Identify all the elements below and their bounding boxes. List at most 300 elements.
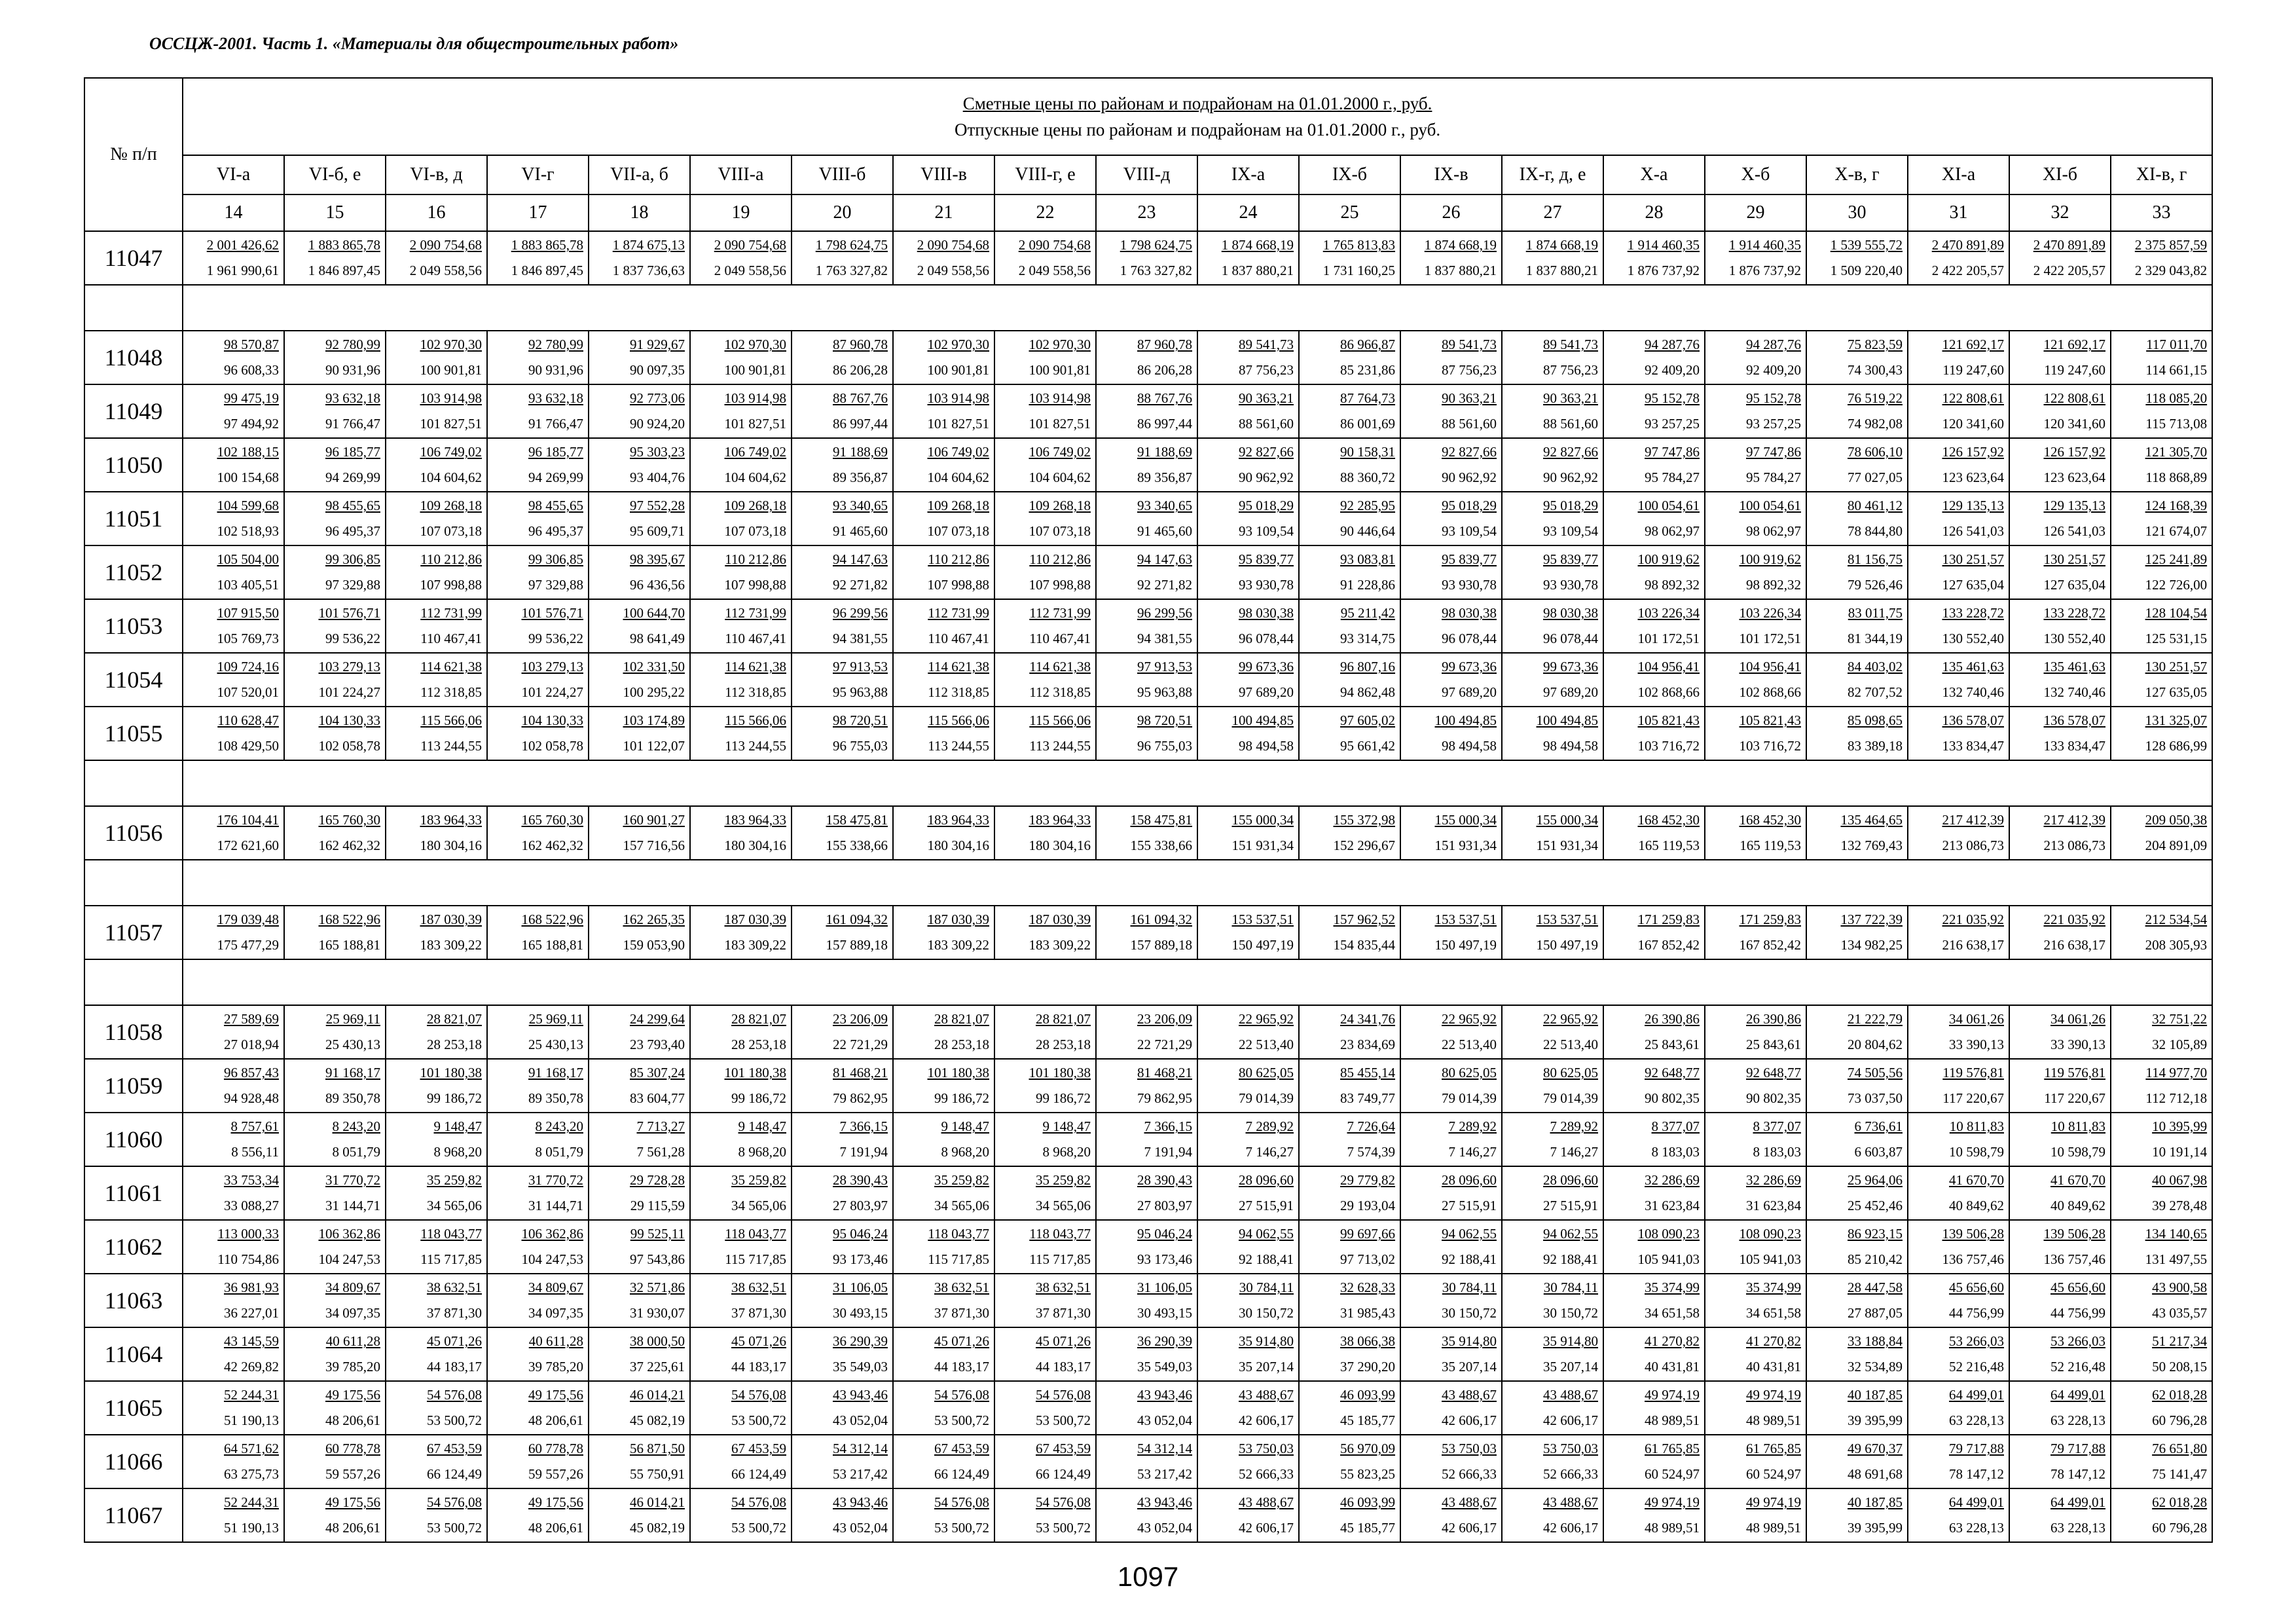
release-price: 78 844,80 (1848, 523, 1903, 539)
estimated-price: 99 673,36 (1239, 659, 1294, 674)
estimated-price: 106 362,86 (318, 1226, 380, 1242)
estimated-price: 118 085,20 (2145, 390, 2208, 406)
price-cell (1806, 1059, 1908, 1113)
price-cell (2111, 438, 2212, 492)
region-header: X-б (1705, 155, 1806, 194)
estimated-price: 22 965,92 (1442, 1011, 1497, 1027)
price-cell (994, 331, 1096, 384)
release-price: 97 689,20 (1239, 684, 1294, 700)
release-price: 8 556,11 (231, 1144, 279, 1160)
estimated-price: 165 760,30 (318, 812, 380, 828)
release-price: 99 536,22 (325, 631, 380, 646)
table-row (84, 707, 2212, 760)
release-price: 22 721,29 (1137, 1037, 1192, 1052)
release-price: 104 604,62 (724, 470, 786, 485)
price-cell (2111, 653, 2212, 707)
price-cell (589, 1381, 690, 1435)
price-cell (690, 906, 792, 959)
release-price: 165 188,81 (318, 937, 380, 953)
release-price: 44 183,17 (731, 1359, 786, 1375)
estimated-price: 40 611,28 (325, 1333, 380, 1349)
column-index: 33 (2111, 194, 2212, 231)
price-cell (487, 1488, 589, 1542)
estimated-price: 95 046,24 (833, 1226, 888, 1242)
estimated-price: 106 362,86 (521, 1226, 583, 1242)
estimated-price: 43 488,67 (1543, 1387, 1598, 1403)
table-row (84, 1274, 2212, 1327)
estimated-price: 95 152,78 (1746, 390, 1801, 406)
estimated-price: 101 576,71 (318, 605, 380, 621)
release-price: 22 513,40 (1239, 1037, 1294, 1052)
price-cell (2111, 1220, 2212, 1274)
price-cell (1400, 599, 1502, 653)
release-price: 37 871,30 (427, 1305, 482, 1321)
price-cell (893, 1005, 994, 1059)
estimated-price: 91 929,67 (630, 337, 685, 352)
release-price: 133 834,47 (1942, 738, 2004, 754)
price-cell (284, 707, 386, 760)
region-header: VIII-г, е (994, 155, 1096, 194)
release-price: 25 430,13 (528, 1037, 583, 1052)
estimated-price: 80 461,12 (1848, 498, 1903, 513)
item-code: 11058 (84, 1005, 183, 1059)
estimated-price: 101 180,38 (927, 1065, 989, 1080)
price-cell (386, 384, 487, 438)
price-cell (1908, 1166, 2009, 1220)
estimated-price: 41 670,70 (2050, 1172, 2105, 1188)
release-price: 42 606,17 (1239, 1520, 1294, 1536)
table-row (84, 1488, 2212, 1542)
release-price: 113 244,55 (420, 738, 482, 754)
price-cell (1299, 545, 1400, 599)
release-price: 1 876 737,92 (1627, 263, 1700, 278)
release-price: 34 097,35 (528, 1305, 583, 1321)
release-price: 107 073,18 (1029, 523, 1091, 539)
price-cell (994, 1059, 1096, 1113)
price-cell (792, 707, 893, 760)
table-row (84, 806, 2212, 860)
estimated-price: 34 061,26 (2050, 1011, 2105, 1027)
estimated-price: 46 014,21 (630, 1387, 685, 1403)
estimated-price: 52 244,31 (224, 1494, 279, 1510)
price-cell (2111, 1327, 2212, 1381)
price-cell (1705, 1220, 1806, 1274)
release-price: 36 227,01 (224, 1305, 279, 1321)
price-cell (1400, 1220, 1502, 1274)
estimated-price: 29 728,28 (630, 1172, 685, 1188)
price-cell (1502, 906, 1603, 959)
estimated-price: 94 287,76 (1746, 337, 1801, 352)
price-cell (893, 1435, 994, 1488)
estimated-price: 137 722,39 (1840, 912, 1903, 927)
estimated-price: 130 251,57 (2043, 551, 2105, 567)
estimated-price: 2 470 891,89 (1931, 237, 2004, 253)
estimated-price: 92 827,66 (1442, 444, 1497, 460)
column-index: 19 (690, 194, 792, 231)
table-row (84, 331, 2212, 384)
estimated-price: 2 375 857,59 (2134, 237, 2208, 253)
price-cell (1197, 1005, 1299, 1059)
release-price: 37 871,30 (1036, 1305, 1091, 1321)
estimated-price: 53 266,03 (1949, 1333, 2004, 1349)
estimated-price: 31 770,72 (325, 1172, 380, 1188)
price-cell (1603, 906, 1705, 959)
release-price: 79 862,95 (833, 1090, 888, 1106)
price-cell (1806, 231, 1908, 285)
estimated-price: 91 168,17 (528, 1065, 583, 1080)
price-cell (1705, 1005, 1806, 1059)
price-cell (1400, 1327, 1502, 1381)
release-price: 94 928,48 (224, 1090, 279, 1106)
release-price: 1 763 327,82 (815, 263, 888, 278)
release-price: 92 188,41 (1442, 1251, 1497, 1267)
release-price: 92 409,20 (1746, 362, 1801, 378)
release-price: 104 604,62 (1029, 470, 1091, 485)
price-cell (1705, 231, 1806, 285)
release-price: 39 395,99 (1848, 1412, 1903, 1428)
price-cell (1096, 653, 1197, 707)
estimated-price: 62 018,28 (2152, 1494, 2208, 1510)
estimated-price: 136 578,07 (1942, 712, 2004, 728)
release-price: 132 740,46 (1942, 684, 2004, 700)
estimated-price: 187 030,39 (927, 912, 989, 927)
estimated-price: 32 571,86 (630, 1280, 685, 1295)
price-cell (1400, 1166, 1502, 1220)
price-cell (284, 438, 386, 492)
release-price: 40 431,81 (1746, 1359, 1801, 1375)
price-cell (2009, 1059, 2111, 1113)
release-price: 100 295,22 (623, 684, 685, 700)
release-price: 102 868,66 (1739, 684, 1801, 700)
estimated-price: 80 625,05 (1543, 1065, 1598, 1080)
release-price: 131 497,55 (2145, 1251, 2208, 1267)
price-cell (284, 1327, 386, 1381)
estimated-price: 110 212,86 (928, 551, 989, 567)
release-price: 103 716,72 (1739, 738, 1801, 754)
release-price: 93 314,75 (1340, 631, 1395, 646)
price-cell (1502, 1059, 1603, 1113)
price-cell (792, 231, 893, 285)
price-cell (2111, 1166, 2212, 1220)
price-cell (2111, 1059, 2212, 1113)
table-body (84, 231, 2212, 1542)
price-cell (1908, 1113, 2009, 1166)
estimated-price: 90 363,21 (1442, 390, 1497, 406)
release-price: 89 356,87 (833, 470, 888, 485)
price-cell (2009, 384, 2111, 438)
price-cell (589, 384, 690, 438)
price-cell (1502, 1274, 1603, 1327)
price-cell (1502, 384, 1603, 438)
price-cell (2111, 1381, 2212, 1435)
estimated-price: 79 717,88 (2050, 1441, 2105, 1456)
estimated-price: 8 377,07 (1753, 1118, 1801, 1134)
release-price: 48 206,61 (325, 1412, 380, 1428)
estimated-price: 45 071,26 (731, 1333, 786, 1349)
price-cell (1603, 438, 1705, 492)
release-price: 101 172,51 (1739, 631, 1801, 646)
release-price: 183 309,22 (724, 937, 786, 953)
release-price: 35 207,14 (1543, 1359, 1598, 1375)
release-price: 48 989,51 (1746, 1520, 1801, 1536)
price-cell (690, 1381, 792, 1435)
price-cell (1096, 1381, 1197, 1435)
price-cell (1908, 599, 2009, 653)
release-price: 91 465,60 (1137, 523, 1192, 539)
estimated-price: 126 157,92 (1942, 444, 2004, 460)
release-price: 78 147,12 (1949, 1466, 2004, 1482)
price-cell (183, 1059, 284, 1113)
price-cell (1603, 492, 1705, 545)
estimated-price: 100 919,62 (1739, 551, 1801, 567)
estimated-price: 35 914,80 (1442, 1333, 1497, 1349)
release-price: 37 871,30 (731, 1305, 786, 1321)
estimated-price: 99 525,11 (630, 1226, 685, 1242)
price-cell (2009, 1488, 2111, 1542)
estimated-price: 102 331,50 (623, 659, 685, 674)
estimated-price: 97 747,86 (1746, 444, 1801, 460)
price-cell (1096, 1488, 1197, 1542)
release-price: 99 186,72 (934, 1090, 989, 1106)
table-row (84, 545, 2212, 599)
release-price: 175 477,29 (217, 937, 279, 953)
estimated-price: 117 011,70 (2146, 337, 2208, 352)
estimated-price: 8 377,07 (1651, 1118, 1700, 1134)
estimated-price: 45 656,60 (2050, 1280, 2105, 1295)
release-price: 8 051,79 (332, 1144, 380, 1160)
release-price: 151 931,34 (1536, 838, 1598, 853)
estimated-price: 88 767,76 (833, 390, 888, 406)
region-header: VI-а (183, 155, 284, 194)
column-index: 25 (1299, 194, 1400, 231)
price-cell (1806, 545, 1908, 599)
estimated-price: 2 090 754,68 (409, 237, 482, 253)
release-price: 29 115,59 (630, 1198, 685, 1213)
release-price: 30 493,15 (1137, 1305, 1192, 1321)
release-price: 81 344,19 (1848, 631, 1903, 646)
price-cell (386, 438, 487, 492)
release-price: 93 109,54 (1543, 523, 1598, 539)
estimated-price: 124 168,39 (2145, 498, 2208, 513)
price-cell (1806, 653, 1908, 707)
estimated-price: 28 390,43 (833, 1172, 888, 1188)
estimated-price: 109 268,18 (927, 498, 989, 513)
price-cell (2009, 1381, 2111, 1435)
estimated-price: 102 970,30 (927, 337, 989, 352)
price-cell (1908, 806, 2009, 860)
estimated-price: 92 780,99 (325, 337, 380, 352)
release-price: 100 901,81 (927, 362, 989, 378)
price-cell (1096, 1220, 1197, 1274)
price-cell (1705, 438, 1806, 492)
estimated-price: 40 611,28 (528, 1333, 583, 1349)
estimated-price: 80 625,05 (1239, 1065, 1294, 1080)
price-cell (1096, 707, 1197, 760)
release-price: 90 931,96 (325, 362, 380, 378)
region-header: X-в, г (1806, 155, 1908, 194)
estimated-price: 67 453,59 (731, 1441, 786, 1456)
release-price: 34 565,06 (934, 1198, 989, 1213)
estimated-price: 87 764,73 (1340, 390, 1395, 406)
table-row (84, 384, 2212, 438)
price-cell (1400, 1113, 1502, 1166)
estimated-price: 94 062,55 (1239, 1226, 1294, 1242)
release-price: 152 296,67 (1333, 838, 1395, 853)
price-cell (690, 1435, 792, 1488)
release-price: 100 154,68 (217, 470, 279, 485)
price-cell (792, 806, 893, 860)
price-cell (1908, 1059, 2009, 1113)
release-price: 98 892,32 (1645, 577, 1700, 593)
release-price: 123 623,64 (2043, 470, 2105, 485)
price-cell (284, 331, 386, 384)
release-price: 86 997,44 (1137, 416, 1192, 432)
estimated-price: 30 784,11 (1442, 1280, 1497, 1295)
item-code: 11059 (84, 1059, 183, 1113)
release-price: 119 247,60 (1942, 362, 2004, 378)
release-price: 78 147,12 (2050, 1466, 2105, 1482)
release-price: 23 793,40 (630, 1037, 685, 1052)
estimated-price: 100 919,62 (1637, 551, 1700, 567)
estimated-price: 31 106,05 (1137, 1280, 1192, 1295)
price-cell (1908, 906, 2009, 959)
price-cell (792, 1274, 893, 1327)
release-price: 92 271,82 (1137, 577, 1192, 593)
release-price: 86 001,69 (1340, 416, 1395, 432)
release-price: 60 524,97 (1746, 1466, 1801, 1482)
estimated-price: 106 749,02 (1029, 444, 1091, 460)
release-price: 96 495,37 (325, 523, 380, 539)
price-cell (1603, 1113, 1705, 1166)
price-cell (1705, 1488, 1806, 1542)
price-cell (2009, 1113, 2111, 1166)
price-cell (386, 599, 487, 653)
price-cell (487, 231, 589, 285)
price-cell (487, 384, 589, 438)
estimated-price: 161 094,32 (826, 912, 888, 927)
release-price: 30 150,72 (1543, 1305, 1598, 1321)
estimated-price: 90 363,21 (1543, 390, 1598, 406)
release-price: 86 206,28 (1137, 362, 1192, 378)
price-cell (1502, 331, 1603, 384)
estimated-price: 49 175,56 (528, 1387, 583, 1403)
release-price: 136 757,46 (2043, 1251, 2105, 1267)
price-cell (1603, 1220, 1705, 1274)
release-price: 75 141,47 (2152, 1466, 2208, 1482)
release-price: 167 852,42 (1739, 937, 1801, 953)
column-index: 29 (1705, 194, 1806, 231)
price-cell (487, 1274, 589, 1327)
estimated-price: 98 030,38 (1239, 605, 1294, 621)
price-cell (589, 1113, 690, 1166)
release-price: 104 247,53 (318, 1251, 380, 1267)
release-price: 37 290,20 (1340, 1359, 1395, 1375)
estimated-price: 31 106,05 (833, 1280, 888, 1295)
price-table-container (84, 77, 2213, 1543)
release-price: 63 228,13 (1949, 1520, 2004, 1536)
release-price: 98 641,49 (630, 631, 685, 646)
price-cell (1400, 1005, 1502, 1059)
estimated-price: 38 632,51 (1036, 1280, 1091, 1295)
estimated-price: 9 148,47 (1042, 1118, 1091, 1134)
price-cell (1299, 599, 1400, 653)
region-header: XI-в, г (2111, 155, 2212, 194)
price-cell (1096, 231, 1197, 285)
column-index: 23 (1096, 194, 1197, 231)
estimated-price: 34 809,67 (325, 1280, 380, 1295)
estimated-price: 103 226,34 (1637, 605, 1700, 621)
release-price: 43 035,57 (2152, 1305, 2208, 1321)
price-cell (792, 1113, 893, 1166)
price-cell (183, 707, 284, 760)
release-price: 66 124,49 (427, 1466, 482, 1482)
release-price: 42 606,17 (1543, 1520, 1598, 1536)
estimated-price: 183 964,33 (927, 812, 989, 828)
price-cell (690, 599, 792, 653)
release-price: 93 930,78 (1239, 577, 1294, 593)
column-index: 15 (284, 194, 386, 231)
release-price: 130 552,40 (2043, 631, 2105, 646)
estimated-price: 54 576,08 (427, 1387, 482, 1403)
price-cell (487, 1220, 589, 1274)
table-row (84, 492, 2212, 545)
price-cell (589, 492, 690, 545)
price-cell (1299, 707, 1400, 760)
estimated-price: 171 259,83 (1637, 912, 1700, 927)
release-price: 63 228,13 (2050, 1412, 2105, 1428)
price-cell (386, 492, 487, 545)
estimated-price: 56 970,09 (1340, 1441, 1395, 1456)
estimated-price: 155 372,98 (1333, 812, 1395, 828)
estimated-price: 53 750,03 (1239, 1441, 1294, 1456)
estimated-price: 94 062,55 (1543, 1226, 1598, 1242)
estimated-price: 45 071,26 (427, 1333, 482, 1349)
estimated-price: 8 243,20 (332, 1118, 380, 1134)
price-cell (1400, 906, 1502, 959)
price-cell (284, 1166, 386, 1220)
release-price: 93 930,78 (1442, 577, 1497, 593)
release-price: 55 823,25 (1340, 1466, 1395, 1482)
release-price: 180 304,16 (1029, 838, 1091, 853)
release-price: 165 119,53 (1740, 838, 1801, 853)
estimated-price: 1 874 668,19 (1221, 237, 1294, 253)
release-price: 183 309,22 (927, 937, 989, 953)
estimated-price: 168 522,96 (318, 912, 380, 927)
release-price: 115 717,85 (420, 1251, 482, 1267)
item-code: 11054 (84, 653, 183, 707)
price-cell (792, 1166, 893, 1220)
estimated-price: 155 000,34 (1231, 812, 1294, 828)
release-price: 32 534,89 (1848, 1359, 1903, 1375)
table-row (84, 599, 2212, 653)
estimated-price: 98 030,38 (1442, 605, 1497, 621)
price-cell (1806, 707, 1908, 760)
price-cell (690, 1488, 792, 1542)
price-cell (1705, 1435, 1806, 1488)
price-cell (589, 653, 690, 707)
release-price: 59 557,26 (325, 1466, 380, 1482)
estimated-price: 91 188,69 (833, 444, 888, 460)
estimated-price: 83 011,75 (1848, 605, 1903, 621)
estimated-price: 100 494,85 (1231, 712, 1294, 728)
release-price: 94 381,55 (833, 631, 888, 646)
price-cell (284, 1274, 386, 1327)
release-price: 53 500,72 (1036, 1412, 1091, 1428)
estimated-price: 36 290,39 (833, 1333, 888, 1349)
estimated-price: 1 874 668,19 (1424, 237, 1497, 253)
estimated-price: 94 147,63 (1137, 551, 1192, 567)
price-cell (1400, 1488, 1502, 1542)
